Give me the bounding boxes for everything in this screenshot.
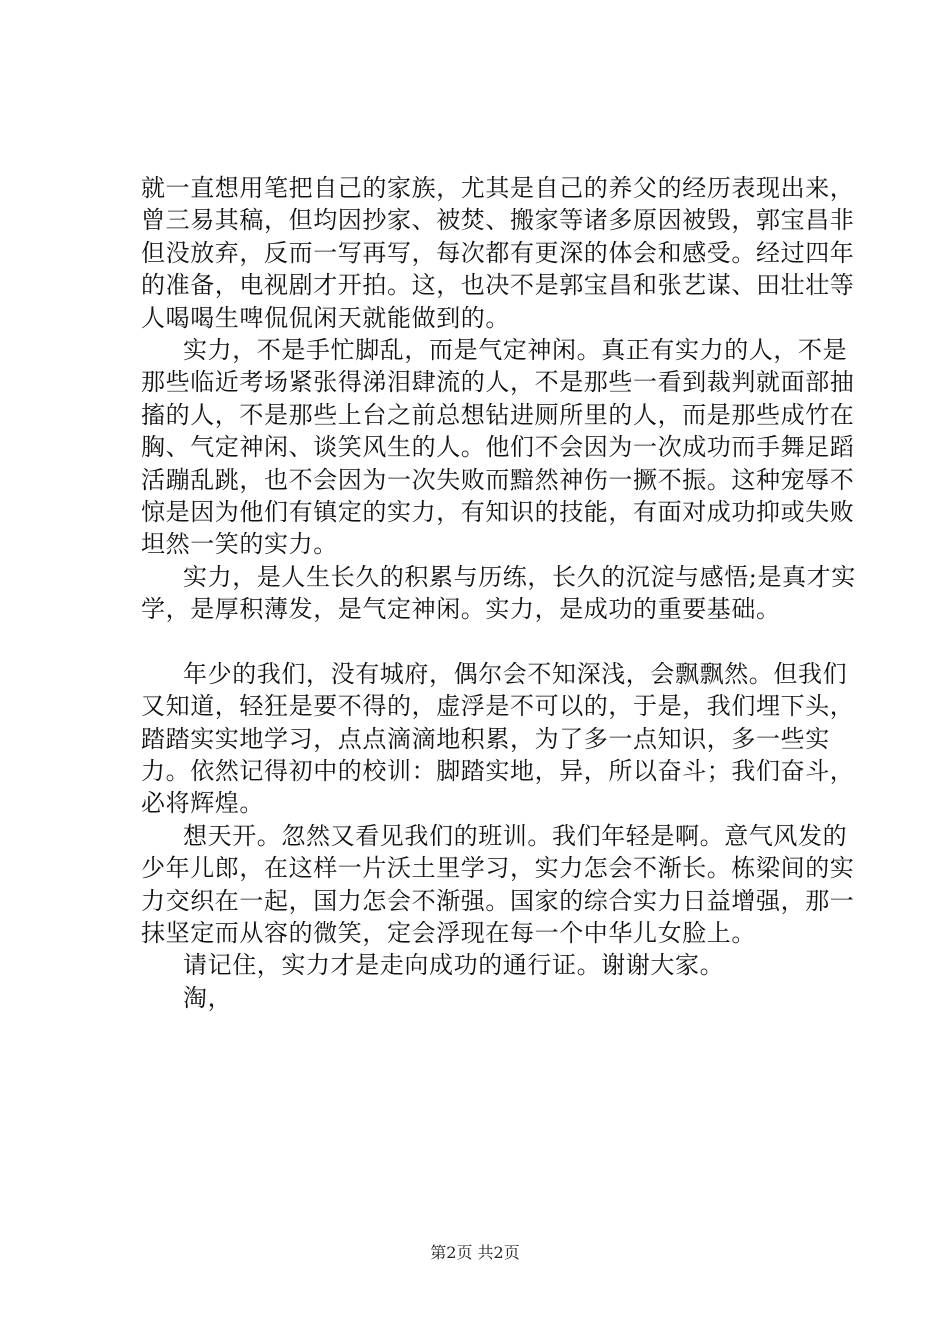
paragraph-spacer [141, 626, 861, 658]
paragraph-4: 年少的我们，没有城府，偶尔会不知深浅，会飘飘然。但我们又知道，轻狂是要不得的，虚浮是不可以的，于是，我们埋下头，踏踏实实地学习，点点滴滴地积累，为了多一点知识，多一些实力。依然记得初中的校训：脚踏实地，异，所以奋斗；我们奋斗，必将辉煌。 [141, 659, 855, 818]
paragraph-2: 实力，不是手忙脚乱，而是气定神闲。真正有实力的人，不是那些临近考场紧张得涕泪肆流的人，不是那些一看到裁判就面部抽搐的人，不是那些上台之前总想钻进厕所里的人，而是那些成竹在胸、气定神闲、谈笑风生的人。他们不会因为一次成功而手舞足蹈活蹦乱跳，也不会因为一次失败而黯然神伤一撅不振。这种宠辱不惊是因为他们有镇定的实力，有知识的技能，有面对成功抑或失败坦然一笑的实力。 [141, 336, 855, 559]
page-number-footer: 第2页 共2页 [430, 1243, 520, 1262]
paragraph-5: 想天开。忽然又看见我们的班训。我们年轻是啊。意气风发的少年儿郎，在这样一片沃土里学习，实力怎会不渐长。栋梁间的实力交织在一起，国力怎会不渐强。国家的综合实力日益增强，那一抹坚定而从容的微笑，定会浮现在每一个中华儿女脸上。 [141, 821, 855, 947]
document-body [141, 172, 861, 1014]
paragraph-3: 实力，是人生长久的积累与历练，长久的沉淀与感悟;是真才实学，是厚积薄发，是气定神闲。实力，是成功的重要基础。 [141, 562, 856, 624]
paragraph-7: 淘， [183, 983, 233, 1012]
paragraph-6: 请记住，实力才是走向成功的通行证。谢谢大家。 [183, 951, 725, 980]
paragraph-1: 就一直想用笔把自己的家族，尤其是自己的养父的经历表现出来，曾三易其稿，但均因抄家、被焚、搬家等诸多原因被毁，郭宝昌非但没放弃，反而一写再写，每次都有更深的体会和感受。经过四年的准备，电视剧才开拍。这，也决不是郭宝昌和张艺谋、田壮壮等人喝喝生啤侃侃闲天就能做到的。 [141, 174, 855, 332]
